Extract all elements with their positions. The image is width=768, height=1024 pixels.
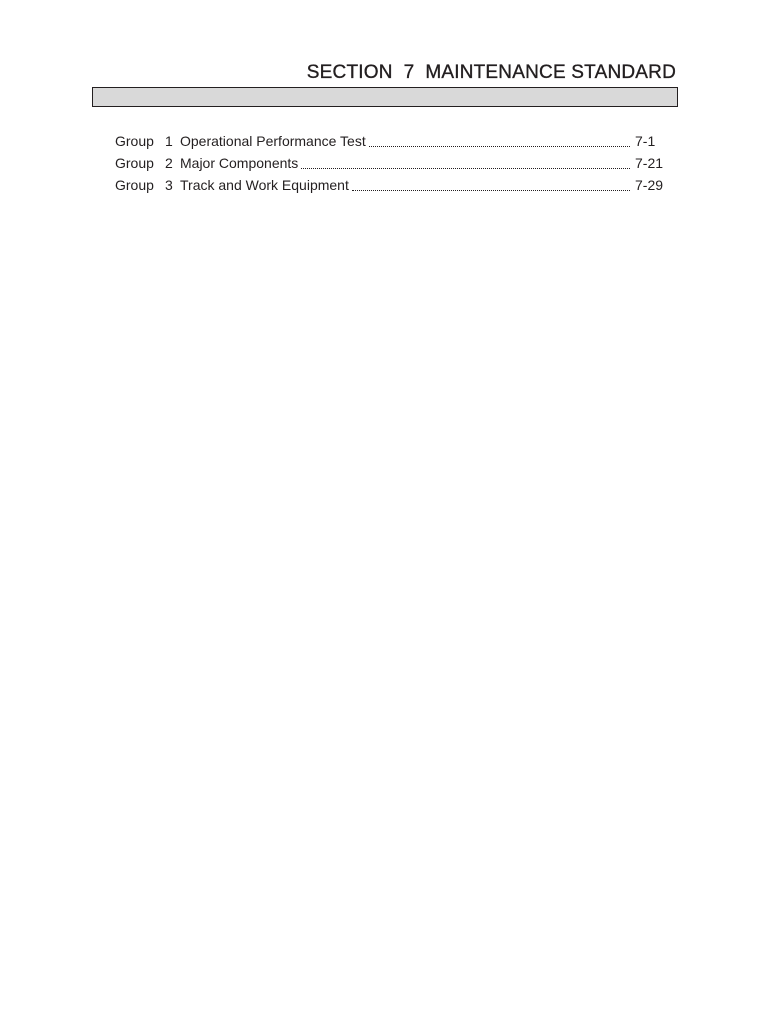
toc-group-number: 1 [165, 133, 173, 149]
toc-page-number: 7-29 [635, 177, 664, 193]
toc-dot-leader [369, 146, 630, 147]
toc-group-number: 3 [165, 177, 173, 193]
toc-entry-title: Track and Work Equipment [180, 177, 349, 193]
toc-group-label: Group [115, 155, 154, 171]
toc-group-number: 2 [165, 155, 173, 171]
toc-entry[interactable] [115, 152, 664, 174]
toc-group-label: Group [115, 177, 154, 193]
toc-page-number: 7-21 [635, 155, 664, 171]
title-bar [92, 87, 678, 107]
toc-page-number: 7-1 [635, 133, 656, 149]
toc-entry[interactable] [115, 174, 664, 196]
toc-group-label: Group [115, 133, 154, 149]
toc-dot-leader [301, 168, 630, 169]
section-title: SECTION 7 MAINTENANCE STANDARD [306, 62, 676, 83]
toc-entry-title: Operational Performance Test [180, 133, 366, 149]
toc-entry-title: Major Components [180, 155, 299, 171]
toc-entry[interactable] [115, 130, 664, 152]
table-of-contents [115, 130, 664, 196]
toc-dot-leader [352, 190, 630, 191]
